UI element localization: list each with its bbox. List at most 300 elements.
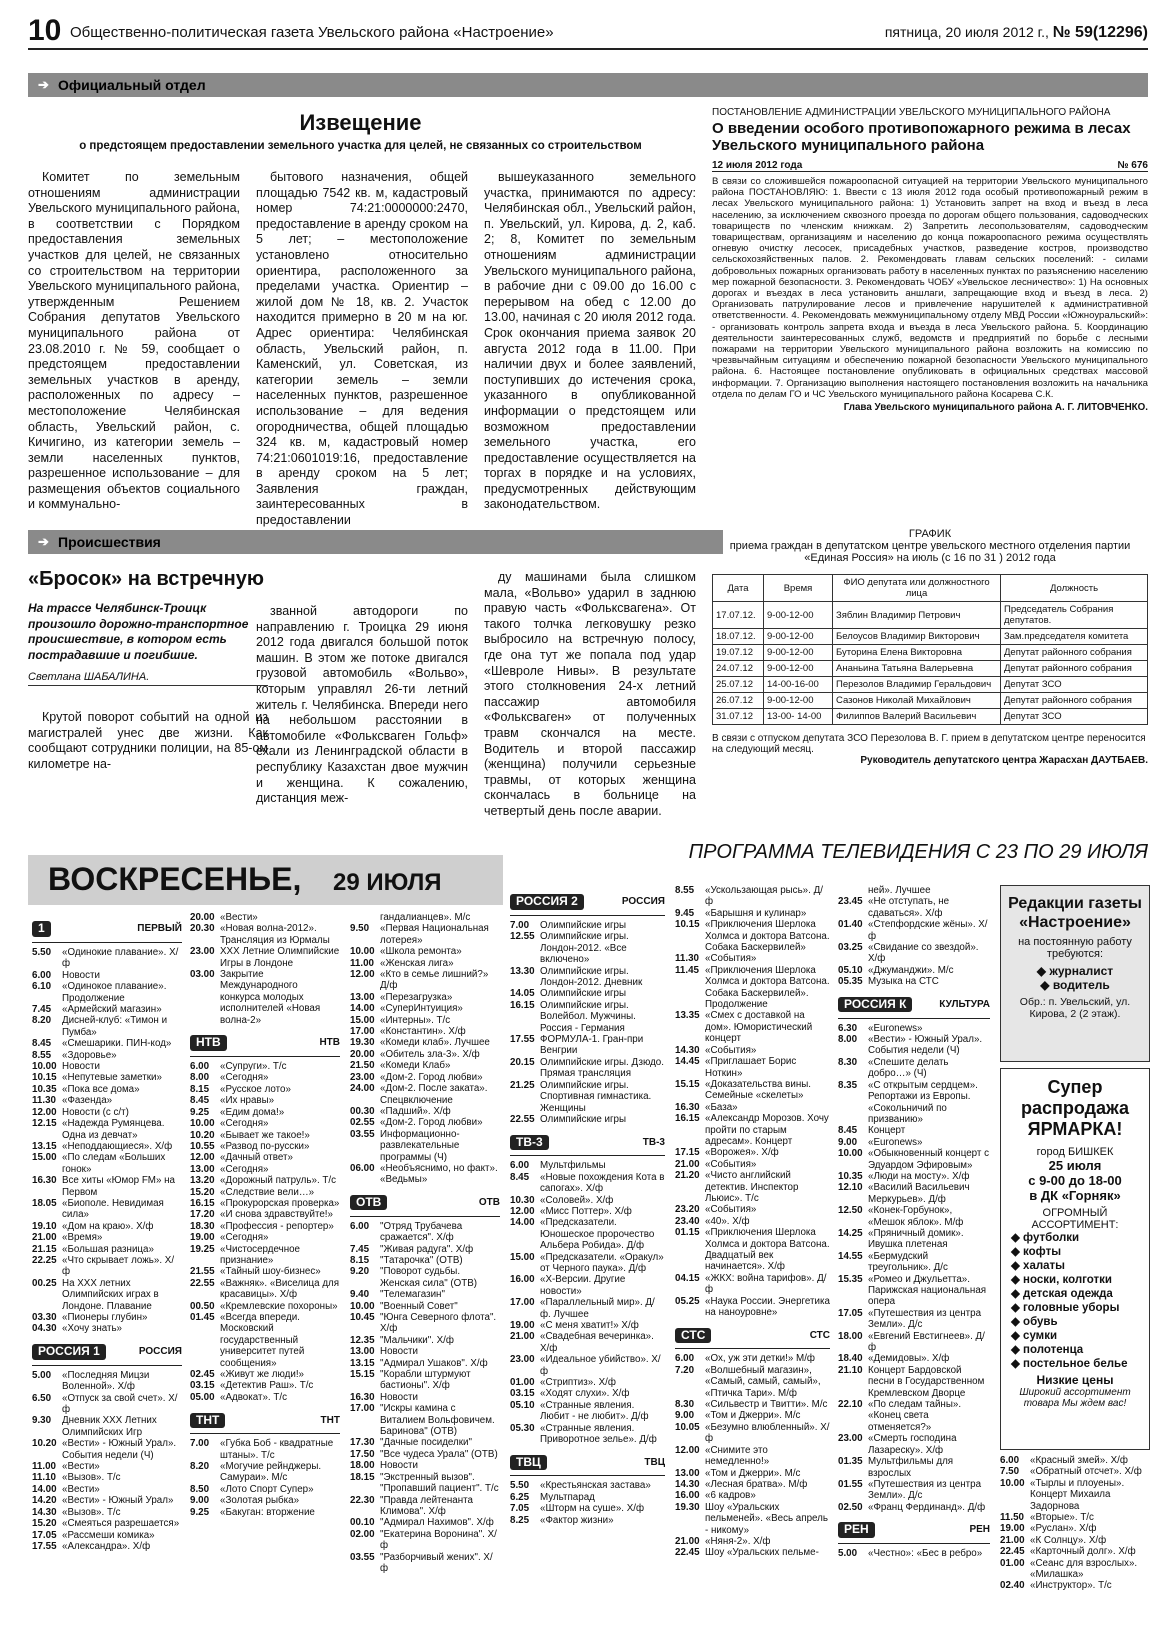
tv-listing xyxy=(838,1308,990,1331)
tv-time: 12.10 xyxy=(838,1182,863,1194)
page-number: 10 xyxy=(28,14,62,47)
tv-listing xyxy=(675,1227,830,1273)
tv-listing xyxy=(510,1172,665,1195)
tv-program: «Неподдающиеся». Х/ф xyxy=(62,1140,173,1152)
tv-listing xyxy=(510,1057,665,1080)
tv-listing xyxy=(675,1204,830,1215)
schedule-row xyxy=(713,629,1148,645)
tv-program: «Дом на краю». Х/ф xyxy=(62,1220,154,1232)
tv-program: «Сегодня» xyxy=(220,1118,269,1130)
tv-time: 12.00 xyxy=(510,1205,535,1217)
tv-listing xyxy=(32,1495,182,1506)
fair-ad-item: ◆ сумки xyxy=(1011,1330,1058,1342)
tv-listing xyxy=(32,981,182,1004)
tv-program: «Соловей». Х/ф xyxy=(540,1194,614,1206)
tv-program: "Военный Совет" xyxy=(380,1300,458,1312)
tv-time: 6.25 xyxy=(510,1491,530,1503)
tv-time: 21.25 xyxy=(510,1079,535,1091)
section-label: Происшествия xyxy=(58,534,161,550)
tv-program: Информационно-развлекательные программы (Ч) xyxy=(380,1128,460,1163)
tv-listing xyxy=(350,1369,500,1392)
tv-program: «Пока все дома» xyxy=(62,1083,140,1095)
schedule-cell: 26.07.12 xyxy=(713,693,764,709)
tv-time: 19.00 xyxy=(1000,1523,1025,1535)
fair-ad-date: 25 июля xyxy=(1048,1158,1102,1173)
tv-time: 9.30 xyxy=(32,1415,52,1427)
schedule-rows xyxy=(713,602,1148,725)
tv-program: «Доказательства вины. Семейные «скелеты» xyxy=(705,1078,812,1102)
tv-time: 21.00 xyxy=(675,1158,700,1170)
tv-listing xyxy=(675,908,830,919)
tv-time: 7.05 xyxy=(510,1503,530,1515)
tv-listing xyxy=(190,912,340,923)
tv-time: 7.45 xyxy=(32,1004,52,1016)
schedule-subtitle: приема граждан в депутатском центре увельского местного отделения партии «Единая Россия» на июль (с 16 по 31 ) 2012 года xyxy=(729,540,1131,564)
tv-program: "Поворот судьбы. Женская сила" (ОТВ) xyxy=(380,1266,478,1289)
tv-listing xyxy=(838,1365,990,1399)
tv-listing xyxy=(32,1061,182,1072)
tv-program: Мультфильмы для взрослых xyxy=(868,1456,954,1479)
tv-program: «Приглашает Борис Ноткин» xyxy=(705,1056,797,1079)
tv-listing xyxy=(190,1438,340,1461)
tv-time: 7.50 xyxy=(1000,1466,1020,1478)
tv-listing xyxy=(838,1251,990,1274)
tv-listing xyxy=(838,1205,990,1228)
tv-listing xyxy=(675,953,830,964)
tv-listing xyxy=(838,1479,990,1502)
tv-program: «Смешарики. ПИН-код» xyxy=(62,1038,172,1050)
tv-time: 21.10 xyxy=(838,1364,863,1376)
fair-ad-time: с 9-00 до 18-00 xyxy=(1028,1173,1122,1188)
tv-time: 05.35 xyxy=(838,976,863,988)
tv-program: «Детектив Раш». Т/с xyxy=(220,1380,314,1392)
diamond-bullet-icon: ◆ xyxy=(1011,1288,1024,1300)
tv-time: 18.05 xyxy=(32,1197,57,1209)
fair-ad-item: ◆ постельное белье xyxy=(1011,1358,1128,1370)
issue-info xyxy=(885,24,1148,42)
tv-listing xyxy=(350,1552,500,1575)
decree-signature: Глава Увельского муниципального района А. Г. ЛИТОВЧЕНКО. xyxy=(843,402,1148,414)
tv-time: 24.00 xyxy=(350,1083,375,1095)
tv-listing xyxy=(32,1118,182,1141)
tv-listing xyxy=(1000,1466,1148,1477)
tv-program: "Телемагазин" xyxy=(380,1289,445,1301)
tv-listing xyxy=(510,1252,665,1275)
tv-time: 05.30 xyxy=(510,1422,535,1434)
tv-listing xyxy=(350,1392,500,1403)
tv-program: Концерт xyxy=(868,1125,906,1137)
fair-ad-price: Низкие цены xyxy=(1036,1373,1114,1387)
tv-program: «Сегодня» xyxy=(220,1232,269,1244)
channel-ntv: НТВ НТВ xyxy=(190,1030,340,1057)
schedule-cell: Депутат районного собрания xyxy=(1001,693,1148,709)
tv-program: «Приключения Шерлока Холмса и доктора Ватсона. Собака Баскервилей» xyxy=(705,919,830,954)
tv-program: «Пряничный домик». Ивушка плетеная xyxy=(868,1227,964,1251)
tv-time: 8.20 xyxy=(32,1015,52,1027)
fair-ad-item: ◆ обувь xyxy=(1011,1316,1058,1328)
tv-time: 8.30 xyxy=(675,1399,695,1411)
tv-time: 10.00 xyxy=(350,946,375,958)
tv-time: 01.40 xyxy=(838,919,863,931)
tv-time: 03.30 xyxy=(32,1312,57,1323)
tv-listing xyxy=(675,1399,830,1410)
tv-program: «Александра». Х/ф xyxy=(62,1540,151,1552)
tv-program: Олимпийские игры xyxy=(540,988,627,1000)
tv-time: 8.35 xyxy=(838,1079,858,1091)
tv-time: 10.20 xyxy=(190,1129,215,1141)
tv-time: 11.50 xyxy=(1000,1512,1024,1524)
tv-program: «База» xyxy=(705,1101,738,1113)
tv-listing xyxy=(838,1137,990,1148)
tv-program: «Вести» xyxy=(62,1483,100,1495)
tv-time: 11.45 xyxy=(675,964,699,976)
tv-listing xyxy=(510,1080,665,1114)
tv-time: 22.55 xyxy=(190,1277,215,1289)
tv-listing xyxy=(510,1492,665,1503)
tv-program: «Euronews» xyxy=(868,1022,923,1034)
tv-listing xyxy=(838,1274,990,1308)
tv-time: 11.10 xyxy=(32,1472,56,1484)
tv-time: 21.00 xyxy=(675,1535,700,1547)
diamond-bullet-icon: ◆ xyxy=(1011,1260,1024,1272)
tv-listing xyxy=(32,1232,182,1243)
tv-time: 16.15 xyxy=(190,1197,215,1209)
tv-time: 23.20 xyxy=(675,1204,700,1216)
tv-program: «Константин». Х/ф xyxy=(380,1026,466,1038)
tv-program: «Спешите делать добро…» (Ч) xyxy=(868,1056,949,1080)
schedule-cell: 25.07.12 xyxy=(713,677,764,693)
tv-time: 23.00 xyxy=(350,1071,375,1083)
tv-time: 14.30 xyxy=(32,1506,57,1518)
tv-time: 10.00 xyxy=(1000,1477,1025,1489)
tv-time: 6.00 xyxy=(510,1160,530,1172)
tv-listing xyxy=(675,1365,830,1399)
tv-program: «Euronews» xyxy=(868,1136,923,1148)
tv-listing xyxy=(190,1232,340,1243)
tv-time: 03.00 xyxy=(190,969,215,981)
tv-listing xyxy=(838,1331,990,1354)
tv-time: 19.30 xyxy=(675,1501,700,1513)
tv-time: 16.00 xyxy=(675,1490,700,1502)
channel-perviy: 1 ПЕРВЫЙ xyxy=(32,916,182,943)
tv-listing xyxy=(190,1118,340,1129)
tv-time: 16.30 xyxy=(675,1101,700,1113)
tv-time: 10.00 xyxy=(350,1300,375,1312)
tv-time: 05.00 xyxy=(190,1391,215,1403)
tv-program: «Волшебный магазин», «Самый, самый, самый», «Птичка Тари». М/ф xyxy=(705,1364,821,1399)
tv-program: «Что скрывает ложь». Х/ф xyxy=(62,1254,175,1278)
decree-dateline: 12 июля 2012 года № 676 xyxy=(712,160,1148,171)
tv-program: «Ходят слухи». Х/ф xyxy=(540,1388,630,1400)
tv-program: «Важняк». «Виселица для красавицы». Х/ф xyxy=(220,1277,340,1301)
tv-listing xyxy=(838,1399,990,1433)
tv-program: Шоу «Уральских пельме- xyxy=(705,1547,819,1559)
tv-time: 10.45 xyxy=(350,1312,375,1323)
tv-time: 5.50 xyxy=(510,1480,530,1492)
decree-body: В связи со сложившейся пожароопасной ситуацией на территории Увельского муниципального района ПОСТАНОВЛЯЮ: 1. Ввести с 13 июля 2012 года особый противопожарный режим в лесах Увельского муниципального района: 1) Установить запрет на вход и въезд в леса населению, за исключением сквозного проезда по дорогам общего пользования, садоводческих товариществ по членским книжкам. 2) Запретить лесопользователям, садоводческим товариществам, организациям и населению до конца пожароопасного режима осуществлять огневую очистку лесосек, присадебных участков, разведение костров, производство сельскохозяйственных палов. 2. Рекомендовать главам сельских поселений: - силами добровольных пожарных организовать работу в населенных пунктах по разъяснению населению мер пожарной безопасности. 3. Рекомендовать ЧОБУ «Увельское лесничество»: 1) На основных дорогах и въездах в леса установить аншлаги, запрещающие вход и въезд в леса. 2) Организовать патрулирование лесов и привлечение нарушителей к административной ответственности. 4. Рекомендовать межмуниципальному отделу МВД России «Южноуральский»: - организовать контроль запрета входа и въезда в леса Увельского района. 5. Координацию деятельности заинтересованных служб, ведомств и предприятий по борьбе с лесными пожарами на территории Увельского муниципального района возложить на комиссию по чрезвычайным ситуациям и обеспечению пожарной безопасности Увельского муниципального района. 6. Настоящее постановление опубликовать в официальных средствах массовой информации. 7. Организацию выполнения настоящего постановления возложить на начальника отдела по делам ГО и ЧС Увельского муниципального района Косарева С.К. xyxy=(712,176,1148,400)
tv-program: Новости xyxy=(380,1460,418,1472)
channel-tv3: ТВ-3 ТВ-3 xyxy=(510,1129,665,1156)
notice-article xyxy=(28,110,693,152)
tv-program: «Бывает же такое!» xyxy=(220,1129,310,1141)
schedule-row xyxy=(713,709,1148,725)
tv-program: «Всегда впереди. Московский государственный университет путей сообщения» xyxy=(220,1312,305,1369)
tv-listing xyxy=(190,1484,340,1495)
tv-listing xyxy=(838,1023,990,1034)
tv-listing xyxy=(350,1163,500,1186)
tv-program: «Инструктор». Т/с xyxy=(1030,1580,1112,1592)
tv-time: 8.45 xyxy=(838,1125,858,1137)
tv-program: «Дом-2. После заката». Спецвключение xyxy=(380,1083,488,1106)
tv-time: 5.50 xyxy=(32,947,52,958)
tv-listing xyxy=(350,958,500,969)
tv-listing xyxy=(350,1403,500,1437)
fair-ad-item: ◆ детская одежда xyxy=(1011,1288,1113,1300)
tv-program: «Свадебная вечеринка». Х/ф xyxy=(540,1331,654,1354)
tv-program: «Предсказатели. Юношеское пророчество Альбера Робида». Д/ф xyxy=(540,1217,655,1252)
channel-kultura: РОССИЯ К КУЛЬТУРА xyxy=(838,992,990,1019)
tv-program: «Армейский магазин» xyxy=(62,1004,162,1016)
tv-listing xyxy=(675,1010,830,1044)
job-ad-text: на постоянную работу требуются: xyxy=(1018,936,1132,960)
tv-time: 18.00 xyxy=(350,1460,375,1472)
tv-program: «Женская лига» xyxy=(380,957,454,969)
tv-listing xyxy=(190,1164,340,1175)
tv-listing xyxy=(510,920,665,931)
tv-listing xyxy=(350,1529,500,1552)
tv-program: "Отряд Трубачева сражается". Х/ф xyxy=(380,1220,463,1244)
tv-program: «События» xyxy=(705,1158,757,1170)
channel-rossiya2: РОССИЯ 2 РОССИЯ xyxy=(510,889,665,916)
tv-listing xyxy=(510,1274,665,1297)
tv-listing xyxy=(510,1423,665,1446)
tv-listing xyxy=(838,942,990,965)
tv-time: 14.00 xyxy=(350,1003,375,1015)
tv-column-4 xyxy=(510,885,665,1526)
tv-program: Олимпийские игры. Дзюдо. Прямая трансляция xyxy=(540,1056,664,1080)
schedule-cell: Зам.председателя комитета xyxy=(1001,629,1148,645)
newspaper-name: Общественно-политическая газета Увельского района «Настроение» xyxy=(70,24,554,41)
tv-program: «По следам тайны». «Конец света отменяется?» xyxy=(868,1399,962,1433)
tv-program: «Прокурорская проверка» xyxy=(220,1197,340,1209)
tv-listing xyxy=(190,1198,340,1209)
tv-program: «Их нравы» xyxy=(220,1095,275,1107)
tv-time: 6.30 xyxy=(838,1022,858,1034)
schedule-cell: Филиппов Валерий Васильевич xyxy=(833,709,1001,725)
tv-program: «Интерны». Т/с xyxy=(380,1014,451,1026)
notice-column-3: вышеуказанного земельного участка, принимаются по адресу: Челябинская обл., Увельский район, п. Увельский, ул. Кирова, д. 2, каб. 2; 8, Комитет по земельным отношениям администрации Увельского муниципального района, в рабочие дни с 09.00 до 16.00 с перерывом на обед с 12.00 до 13.00, начиная с 20 июля 2012 года. Срок окончания приема заявок 20 августа 2012 года в 11.00. При наличии двух и более заявлений, поступивших до истечения срока, указанного в опубликованной информации о предстоящем или возможном предоставлении земельного участка, его предоставление осуществляется на торгах в порядке и на условиях, предусмотренных действующим законодательством. xyxy=(484,170,696,512)
tv-time: 22.25 xyxy=(32,1254,57,1266)
tv-time: 12.15 xyxy=(32,1118,57,1130)
tv-time: 7.45 xyxy=(350,1243,370,1255)
tv-listing xyxy=(675,965,830,1011)
schedule-cell: 9-00-12-00 xyxy=(764,629,833,645)
tv-time: 03.15 xyxy=(190,1380,215,1392)
schedule-cell: Депутат районного собрания xyxy=(1001,645,1148,661)
tv-time: 11.00 xyxy=(32,1461,56,1473)
tv-listing xyxy=(838,919,990,942)
tv-listing xyxy=(350,1301,500,1312)
tv-column-7 xyxy=(1000,1455,1148,1592)
tv-program: Мультпарад xyxy=(540,1491,595,1503)
tv-listing xyxy=(32,1152,182,1175)
tv-time: 14.45 xyxy=(675,1056,700,1068)
decree-kicker: ПОСТАНОВЛЕНИЕ АДМИНИСТРАЦИИ УВЕЛЬСКОГО МУНИЦИПАЛЬНОГО РАЙОНА xyxy=(712,107,1111,118)
tv-program: «Путешествия из центра Земли». Д/с xyxy=(868,1478,982,1502)
tv-time: 22.45 xyxy=(675,1547,700,1559)
tv-program: «Могучие рейнджеры. Самураи». М/с xyxy=(220,1461,322,1484)
tv-listing xyxy=(32,1084,182,1095)
tv-time: 03.55 xyxy=(350,1128,375,1140)
tv-listing xyxy=(32,1141,182,1152)
job-ad-item: ◆ водитель xyxy=(1040,978,1110,992)
schedule-signature: Руководитель депутатского центра Жарасхан ДАУТБАЕВ. xyxy=(860,755,1148,766)
tv-time: 8.55 xyxy=(675,885,695,896)
tv-program: «Одинокие плавание». Х/ф xyxy=(62,947,179,970)
tv-program: «Смех с доставкой на дом». Юмористический концерт xyxy=(705,1010,813,1045)
tv-program: «Шторм на суше». Х/ф xyxy=(540,1503,645,1515)
tv-listing xyxy=(510,1400,665,1423)
tv-program: «6 кадров» xyxy=(705,1490,756,1502)
tv-program: «Няня-2». Х/ф xyxy=(705,1535,771,1547)
tv-time: 16.00 xyxy=(510,1274,535,1286)
tv-program: «Комеди клаб». Лучшее xyxy=(380,1037,490,1049)
tv-program: «События» xyxy=(705,953,757,965)
tv-program: «Адвокат». Т/с xyxy=(220,1391,287,1403)
tv-program: Дневник XXX Летних Олимпийских Игр xyxy=(62,1415,157,1438)
tv-program: «Надежда Румянцева. Одна из девчат» xyxy=(62,1118,165,1141)
tv-program: «Чистосердечное признание» xyxy=(220,1243,300,1266)
page-header xyxy=(28,14,1148,50)
tv-time: 14.00 xyxy=(510,1217,535,1229)
tv-time: 21.00 xyxy=(510,1331,535,1343)
tv-listing xyxy=(32,1438,182,1461)
tv-time: 6.00 xyxy=(675,1353,695,1365)
tv-program: «Дом-2. Город любви» xyxy=(380,1117,483,1129)
tv-program: «Предсказатели. «Оракул» от Черного паука». Д/ф xyxy=(540,1251,664,1274)
tv-listing xyxy=(190,1380,340,1391)
tv-listing xyxy=(350,1255,500,1266)
tv-time: 02.50 xyxy=(838,1501,863,1513)
tv-time: 10.00 xyxy=(190,1118,215,1130)
tv-listing xyxy=(32,1255,182,1278)
schedule-article xyxy=(712,528,1148,766)
tv-listing xyxy=(190,1141,340,1152)
job-ad-item: ◆ журналист xyxy=(1036,964,1114,978)
tv-time: 13.00 xyxy=(675,1467,700,1479)
tv-program: «Люди на мосту». Х/ф xyxy=(868,1170,970,1182)
tv-time: 10.20 xyxy=(32,1438,57,1450)
tv-listing xyxy=(675,1113,830,1147)
tv-listing xyxy=(1000,1523,1148,1534)
tv-listing xyxy=(350,1026,500,1037)
tv-program: «Х-Версии. Другие новости» xyxy=(540,1274,626,1297)
tv-time: 16.15 xyxy=(675,1113,700,1125)
schedule-cell: 31.07.12 xyxy=(713,709,764,725)
tv-program: "Корабли штурмуют бастионы". Х/ф xyxy=(380,1369,471,1392)
tv-time: 14.00 xyxy=(32,1483,57,1495)
tv-time: 01.15 xyxy=(675,1227,700,1239)
tv-listing xyxy=(510,1354,665,1377)
tv-time: 14.55 xyxy=(838,1250,863,1262)
tv-time: 8.15 xyxy=(190,1083,210,1095)
tv-time: 13.00 xyxy=(350,1346,375,1358)
tv-listing xyxy=(32,1484,182,1495)
tv-program: «Дорожный патруль». Т/с xyxy=(220,1175,336,1187)
tv-time: 5.00 xyxy=(32,1369,52,1381)
tv-program: «Демидовы». Х/ф xyxy=(868,1353,950,1365)
tv-program: «Фактор жизни» xyxy=(540,1514,614,1526)
tv-time: 6.00 xyxy=(190,1061,210,1073)
tv-program: Новости xyxy=(380,1346,418,1358)
tv-listing xyxy=(675,1410,830,1421)
tv-listing xyxy=(32,1107,182,1118)
schedule-cell: Белоусов Владимир Викторович xyxy=(833,629,1001,645)
schedule-cell: Депутат ЗСО xyxy=(1001,677,1148,693)
tv-program: «Степфордские жёны». Х/ф xyxy=(868,919,988,942)
tv-program: «Едим дома!» xyxy=(220,1106,285,1118)
tv-listing xyxy=(350,1060,500,1071)
tv-time: 21.20 xyxy=(675,1170,700,1182)
tv-program: «Вести» xyxy=(62,1461,100,1473)
tv-column-1 xyxy=(32,912,182,1552)
tv-program: «Ох, уж эти детки!» М/ф xyxy=(705,1353,815,1365)
tv-time: 20.00 xyxy=(190,912,215,923)
tv-time: 05.25 xyxy=(675,1295,700,1307)
tv-listing xyxy=(675,1536,830,1547)
tv-program: «Отпуск за свой счет». Х/ф xyxy=(62,1392,178,1416)
tv-listing xyxy=(190,1301,340,1312)
tv-listing xyxy=(350,1049,500,1060)
tv-time: 9.00 xyxy=(675,1410,695,1422)
tv-listing xyxy=(510,1160,665,1171)
tv-program: «Дачный ответ» xyxy=(220,1152,293,1164)
tv-time: 02.45 xyxy=(190,1369,215,1381)
tv-program: «Биополе. Невидимая сила» xyxy=(62,1197,164,1221)
tv-time: 8.25 xyxy=(510,1514,530,1526)
fair-ad-item: ◆ носки, колготки xyxy=(1011,1274,1112,1286)
fair-ad xyxy=(1000,1068,1150,1450)
tv-program: «Вторые». Т/с xyxy=(1030,1512,1094,1524)
tv-program: «Дом-2. Город любви» xyxy=(380,1071,483,1083)
tv-listing xyxy=(32,1198,182,1221)
diamond-bullet-icon: ◆ xyxy=(1011,1246,1024,1258)
tv-program: «Снимите это немедленно!» xyxy=(705,1444,770,1468)
tv-time: 21.15 xyxy=(32,1243,57,1255)
tv-time xyxy=(838,885,868,896)
tv-time: 13.30 xyxy=(510,965,535,977)
tv-listing xyxy=(838,1125,990,1136)
schedule-cell: 17.07.12. xyxy=(713,602,764,629)
tv-listing xyxy=(510,1297,665,1320)
tv-listing xyxy=(1000,1580,1148,1591)
notice-column-2: бытового назначения, общей площадью 7542 кв. м, кадастровый номер 74:21:0000000:2470, предоставление в аренду сроком на 5 лет; – местоположение установлено относительно ориентира, расположенного за пределами участка. Ориентир – жилой дом № 18, кв. 2. Участок находится примерно в 20 м на юг. Адрес ориентира: Челябинская область, Увельский район, п. Каменский, ул. Советская, из категории земель – земли населенных пунктов, разрешенное использование – для ведения огородничества, общей площадью 324 кв. м, кадастровый номер 74:21:0601019:16, предоставление в аренду сроком на 5 лет; Заявления граждан, заинтересованных в предоставлении xyxy=(256,170,468,528)
tv-listing xyxy=(675,1159,830,1170)
tv-listing xyxy=(32,1415,182,1438)
tv-program: «Ворожея». Х/ф xyxy=(705,1147,779,1159)
tv-listing xyxy=(350,1244,500,1255)
tv-listing xyxy=(190,946,340,969)
tv-time: 17.00 xyxy=(350,1403,375,1415)
tv-listing xyxy=(838,1228,990,1251)
tv-time: 21.00 xyxy=(32,1232,57,1244)
tv-program: «Бермудский треугольник». Д/с xyxy=(868,1250,948,1274)
tv-time: 23.00 xyxy=(510,1354,535,1366)
tv-time: 7.00 xyxy=(510,920,530,931)
tv-time: 12.55 xyxy=(510,931,535,943)
tv-listing xyxy=(350,1221,500,1244)
tv-listing xyxy=(350,1517,500,1528)
